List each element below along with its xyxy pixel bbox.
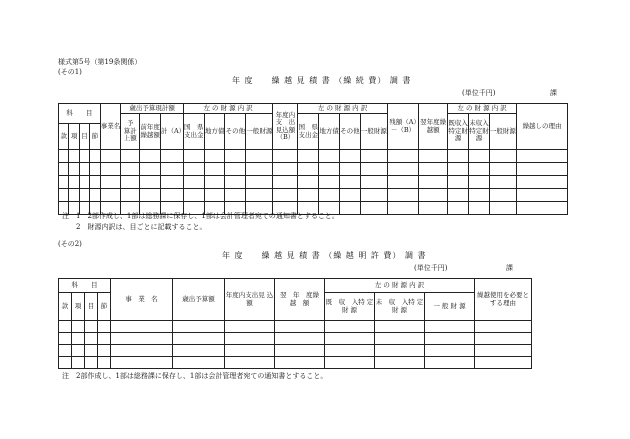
setsu-header: 節: [90, 124, 100, 150]
p2-moku-header: 目: [85, 293, 98, 321]
general-header: 一般財源: [246, 114, 273, 150]
p2-subject-header: 科 目: [59, 279, 111, 293]
budget-group-header: 歳出予算現計額: [121, 104, 183, 114]
p2-unreceived-header: 未 収 入特 定 財 源: [375, 293, 425, 321]
part1-unit: (単位千円): [462, 89, 496, 97]
table-row: [59, 357, 532, 369]
p2-setsu-header: 節: [98, 293, 111, 321]
kou-header: 項: [69, 124, 79, 150]
p2-general-header: 一 般 財 源: [425, 293, 475, 321]
reason-header: 繰越しの理由: [516, 104, 567, 150]
local-bond2-header: 地方債: [319, 114, 340, 150]
table-row: [59, 189, 568, 202]
p2-received-header: 既 収 入特 定 財 源: [325, 293, 375, 321]
unreceived-header: 未収入特定財源: [469, 114, 490, 150]
part1-title: 年 度 繰 越 見 積 書 （繰 続 費） 調 書: [232, 76, 412, 85]
p2-kou-header: 項: [72, 293, 85, 321]
national-header: 国 県支出金: [183, 114, 204, 150]
part2-section: 課: [506, 264, 513, 272]
funding1-header: 左 の 財 源 内 訳: [183, 104, 273, 114]
other2-header: その他: [339, 114, 360, 150]
table-row: [59, 333, 532, 345]
p2-next-carry-header: 翌 年 度繰 越 額: [275, 279, 325, 321]
expected-header: 年度内支 出見込額（B）: [273, 104, 298, 150]
form-number: 様式第5号（第19条関係）: [58, 58, 142, 66]
national2-header: 国 県支出金: [298, 114, 319, 150]
general3-header: 一般財源: [489, 114, 516, 150]
part1-section: 課: [550, 89, 557, 97]
subject-header: 科 目: [59, 104, 101, 124]
part1-note-1: 注 1 2部作成し、1部は総務課に保存し、1部は会計管理者宛ての通知書とすること。: [62, 212, 339, 220]
p2-budget-header: 歳出予算額: [173, 279, 225, 321]
moku-header: 目: [79, 124, 89, 150]
p2-kan-header: 款: [59, 293, 72, 321]
part2-label: (その2): [58, 240, 82, 248]
table-row: [59, 345, 532, 357]
kan-header: 款: [59, 124, 69, 150]
part2-title: 年 度 繰 越 見 積 書 （繰 越 明 許 費） 調 書: [222, 251, 427, 260]
project-header: 事業名: [100, 104, 121, 150]
funding2-header: 左 の 財 源 内 訳: [298, 104, 388, 114]
p2-funding-header: 左 の 財 源 内 訳: [325, 279, 475, 293]
total-header: 計（A）: [160, 114, 183, 150]
general2-header: 一般財源: [360, 114, 387, 150]
balance-header: 残額（A）－（B）: [387, 104, 418, 150]
p2-expected-header: 年度内支出見 込 額: [225, 279, 275, 321]
carryover-table-1: [58, 103, 568, 215]
table-row: [59, 176, 568, 189]
table-row: [59, 321, 532, 333]
local-bond-header: 地方債: [204, 114, 225, 150]
part2-note-1: 注 2部作成し、1部は総務課に保存し、1部は会計管理者宛ての通知書とすること。: [62, 372, 328, 380]
funding3-header: 左 の 財 源 内 訳: [448, 104, 517, 114]
next-carry-header: 翌年度繰越額: [419, 104, 448, 150]
budget-plan-header: 予 算計上額: [121, 114, 140, 150]
other-header: その他: [225, 114, 246, 150]
prev-carry-header: 前年度繰越額: [140, 114, 161, 150]
part1-label: (その1): [58, 68, 82, 76]
table-row: [59, 163, 568, 176]
received-header: 既収入特定財源: [448, 114, 469, 150]
p2-reason-header: 繰越使用を必要とする理由: [475, 279, 532, 321]
part2-unit: (単位千円): [414, 264, 448, 272]
part1-note-2: 2 財源内訳は、目ごとに記載すること。: [62, 223, 207, 231]
carryover-table-2: [58, 278, 532, 369]
p2-project-header: 事 業 名: [111, 279, 173, 321]
table-row: [59, 150, 568, 163]
